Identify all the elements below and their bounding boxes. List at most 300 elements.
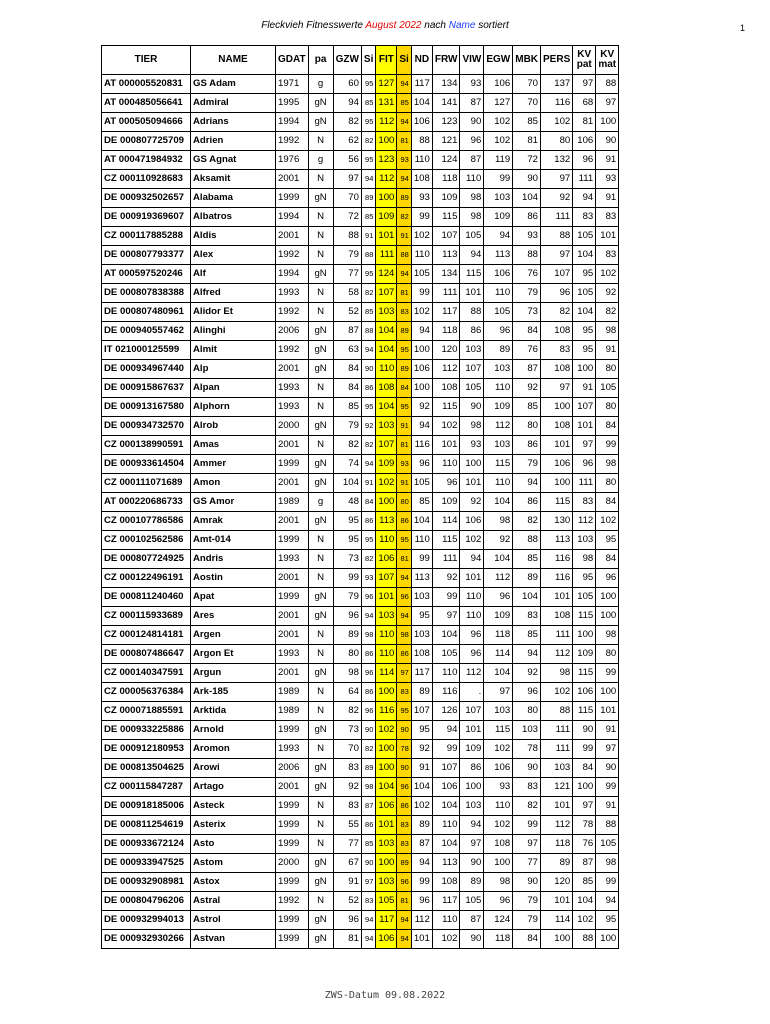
cell-si-fit: 82 bbox=[397, 208, 411, 227]
cell-kv-mat: 98 bbox=[596, 455, 619, 474]
cell-nd: 105 bbox=[411, 265, 432, 284]
cell-kv-pat: 96 bbox=[573, 455, 596, 474]
cell-kv-pat: 78 bbox=[573, 816, 596, 835]
cell-egw: 115 bbox=[484, 721, 513, 740]
cell-frw: 109 bbox=[432, 493, 460, 512]
table-header-row bbox=[102, 46, 619, 75]
cell-pa: N bbox=[308, 379, 333, 398]
cell-si-fit: 86 bbox=[397, 512, 411, 531]
cell-kv-pat: 95 bbox=[573, 265, 596, 284]
cell-mbk: 81 bbox=[513, 132, 541, 151]
cell-pers: 116 bbox=[541, 569, 573, 588]
cell-gzw: 64 bbox=[333, 683, 361, 702]
cell-frw: 110 bbox=[432, 664, 460, 683]
cell-name: Astral bbox=[191, 892, 276, 911]
cell-frw: 115 bbox=[432, 398, 460, 417]
table-row bbox=[102, 588, 619, 607]
cell-si: 95 bbox=[361, 398, 375, 417]
cell-frw: 111 bbox=[432, 550, 460, 569]
cell-pa: N bbox=[308, 550, 333, 569]
cell-gzw: 70 bbox=[333, 189, 361, 208]
cell-gdat: 2001 bbox=[276, 778, 309, 797]
cell-fit: 104 bbox=[376, 398, 397, 417]
cell-pa: N bbox=[308, 645, 333, 664]
cell-pers: 112 bbox=[541, 645, 573, 664]
cell-kv-mat: 102 bbox=[596, 512, 619, 531]
cell-tier: CZ 000071885591 bbox=[102, 702, 191, 721]
cell-kv-pat: 103 bbox=[573, 531, 596, 550]
cell-si: 96 bbox=[361, 702, 375, 721]
cell-viw: 98 bbox=[460, 417, 484, 436]
cell-gzw: 92 bbox=[333, 778, 361, 797]
cell-egw: 100 bbox=[484, 854, 513, 873]
cell-tier: DE 000933614504 bbox=[102, 455, 191, 474]
cell-pers: 137 bbox=[541, 75, 573, 94]
cell-si: 92 bbox=[361, 417, 375, 436]
cell-fit: 103 bbox=[376, 835, 397, 854]
table-row bbox=[102, 360, 619, 379]
cell-tier: AT 000471984932 bbox=[102, 151, 191, 170]
cell-pers: 116 bbox=[541, 94, 573, 113]
cell-frw: 121 bbox=[432, 132, 460, 151]
cell-kv-mat: 100 bbox=[596, 588, 619, 607]
cell-egw: 110 bbox=[484, 284, 513, 303]
cell-kv-pat: 107 bbox=[573, 398, 596, 417]
cell-nd: 99 bbox=[411, 284, 432, 303]
cell-mbk: 70 bbox=[513, 94, 541, 113]
cell-kv-pat: 115 bbox=[573, 664, 596, 683]
cell-tier: DE 000811240460 bbox=[102, 588, 191, 607]
cell-kv-mat: 105 bbox=[596, 835, 619, 854]
cell-gdat: 2000 bbox=[276, 854, 309, 873]
cell-fit: 108 bbox=[376, 379, 397, 398]
cell-fit: 104 bbox=[376, 778, 397, 797]
cell-si: 85 bbox=[361, 835, 375, 854]
table-row bbox=[102, 113, 619, 132]
cell-tier: CZ 000138990591 bbox=[102, 436, 191, 455]
cell-gdat: 1994 bbox=[276, 113, 309, 132]
cell-nd: 93 bbox=[411, 189, 432, 208]
cell-tier: AT 000597520246 bbox=[102, 265, 191, 284]
cell-si-fit: 81 bbox=[397, 284, 411, 303]
cell-si-fit: 95 bbox=[397, 398, 411, 417]
cell-egw: 106 bbox=[484, 759, 513, 778]
cell-kv-pat: 95 bbox=[573, 322, 596, 341]
cell-frw: 116 bbox=[432, 683, 460, 702]
cell-si: 88 bbox=[361, 246, 375, 265]
col-gzw: GZW bbox=[333, 46, 361, 75]
cell-mbk: 72 bbox=[513, 151, 541, 170]
cell-viw: 90 bbox=[460, 930, 484, 949]
cell-fit: 100 bbox=[376, 759, 397, 778]
cell-fit: 101 bbox=[376, 588, 397, 607]
cell-si-fit: 81 bbox=[397, 892, 411, 911]
cell-frw: 134 bbox=[432, 75, 460, 94]
cell-tier: CZ 000122496191 bbox=[102, 569, 191, 588]
cell-kv-mat: 88 bbox=[596, 75, 619, 94]
cell-gzw: 82 bbox=[333, 113, 361, 132]
cell-mbk: 97 bbox=[513, 835, 541, 854]
cell-viw: 93 bbox=[460, 436, 484, 455]
table-row bbox=[102, 892, 619, 911]
cell-gdat: 1993 bbox=[276, 398, 309, 417]
table-row bbox=[102, 816, 619, 835]
table-row bbox=[102, 227, 619, 246]
cell-gzw: 95 bbox=[333, 512, 361, 531]
cell-viw: . bbox=[460, 683, 484, 702]
cell-si: 90 bbox=[361, 854, 375, 873]
cell-frw: 107 bbox=[432, 759, 460, 778]
cell-kv-pat: 100 bbox=[573, 778, 596, 797]
cell-gdat: 1999 bbox=[276, 455, 309, 474]
cell-mbk: 79 bbox=[513, 911, 541, 930]
cell-pers: 108 bbox=[541, 607, 573, 626]
cell-name: GS Amor bbox=[191, 493, 276, 512]
cell-name: Alidor Et bbox=[191, 303, 276, 322]
cell-kv-pat: 83 bbox=[573, 208, 596, 227]
cell-si: 94 bbox=[361, 341, 375, 360]
cell-pa: gN bbox=[308, 474, 333, 493]
cell-frw: 94 bbox=[432, 721, 460, 740]
cell-tier: AT 000505094666 bbox=[102, 113, 191, 132]
cell-nd: 113 bbox=[411, 569, 432, 588]
cell-mbk: 86 bbox=[513, 493, 541, 512]
cell-gdat: 2000 bbox=[276, 417, 309, 436]
cell-gzw: 98 bbox=[333, 664, 361, 683]
col-kv-mat: KV mat bbox=[596, 46, 619, 75]
cell-fit: 109 bbox=[376, 455, 397, 474]
cell-mbk: 83 bbox=[513, 778, 541, 797]
cell-kv-mat: 84 bbox=[596, 417, 619, 436]
cell-fit: 106 bbox=[376, 930, 397, 949]
cell-tier: DE 000940557462 bbox=[102, 322, 191, 341]
cell-mbk: 77 bbox=[513, 854, 541, 873]
cell-kv-pat: 105 bbox=[573, 284, 596, 303]
cell-mbk: 88 bbox=[513, 246, 541, 265]
table-row bbox=[102, 151, 619, 170]
cell-tier: DE 000933225886 bbox=[102, 721, 191, 740]
cell-fit: 107 bbox=[376, 284, 397, 303]
cell-pers: 101 bbox=[541, 588, 573, 607]
cell-frw: 124 bbox=[432, 151, 460, 170]
cell-fit: 127 bbox=[376, 75, 397, 94]
cell-name: Amrak bbox=[191, 512, 276, 531]
cell-tier: DE 000807838388 bbox=[102, 284, 191, 303]
title-text: Fleckvieh Fitnesswerte bbox=[261, 20, 366, 31]
cell-frw: 117 bbox=[432, 892, 460, 911]
cell-tier: DE 000933947525 bbox=[102, 854, 191, 873]
cell-gdat: 2001 bbox=[276, 170, 309, 189]
table-row bbox=[102, 75, 619, 94]
cell-mbk: 90 bbox=[513, 759, 541, 778]
cell-viw: 97 bbox=[460, 835, 484, 854]
cell-frw: 120 bbox=[432, 341, 460, 360]
cell-name: Astrol bbox=[191, 911, 276, 930]
table-row bbox=[102, 303, 619, 322]
cell-si-fit: 85 bbox=[397, 94, 411, 113]
cell-egw: 106 bbox=[484, 265, 513, 284]
cell-tier: DE 000933672124 bbox=[102, 835, 191, 854]
cell-si: 95 bbox=[361, 531, 375, 550]
cell-fit: 100 bbox=[376, 493, 397, 512]
table-row bbox=[102, 455, 619, 474]
cell-pers: 116 bbox=[541, 550, 573, 569]
col-gdat: GDAT bbox=[276, 46, 309, 75]
cell-pers: 102 bbox=[541, 113, 573, 132]
cell-viw: 98 bbox=[460, 208, 484, 227]
cell-egw: 98 bbox=[484, 512, 513, 531]
cell-si: 97 bbox=[361, 873, 375, 892]
cell-fit: 102 bbox=[376, 721, 397, 740]
cell-name: Astvan bbox=[191, 930, 276, 949]
cell-kv-pat: 94 bbox=[573, 189, 596, 208]
cell-name: Aromon bbox=[191, 740, 276, 759]
cell-gdat: 1993 bbox=[276, 284, 309, 303]
cell-mbk: 76 bbox=[513, 265, 541, 284]
cell-mbk: 78 bbox=[513, 740, 541, 759]
cell-nd: 106 bbox=[411, 360, 432, 379]
table-row bbox=[102, 398, 619, 417]
cell-fit: 100 bbox=[376, 854, 397, 873]
cell-mbk: 80 bbox=[513, 417, 541, 436]
cell-egw: 108 bbox=[484, 835, 513, 854]
cell-viw: 86 bbox=[460, 322, 484, 341]
cell-name: Admiral bbox=[191, 94, 276, 113]
cell-gdat: 1999 bbox=[276, 531, 309, 550]
cell-si-fit: 90 bbox=[397, 721, 411, 740]
table-row bbox=[102, 835, 619, 854]
cell-pa: gN bbox=[308, 759, 333, 778]
cell-frw: 101 bbox=[432, 436, 460, 455]
cell-gzw: 77 bbox=[333, 835, 361, 854]
cell-nd: 85 bbox=[411, 493, 432, 512]
cell-tier: DE 000912180953 bbox=[102, 740, 191, 759]
cell-name: Argun bbox=[191, 664, 276, 683]
cell-frw: 99 bbox=[432, 588, 460, 607]
cell-gzw: 88 bbox=[333, 227, 361, 246]
table-row bbox=[102, 930, 619, 949]
cell-egw: 102 bbox=[484, 816, 513, 835]
cell-gzw: 83 bbox=[333, 797, 361, 816]
cell-viw: 101 bbox=[460, 569, 484, 588]
cell-kv-pat: 95 bbox=[573, 569, 596, 588]
cell-egw: 104 bbox=[484, 664, 513, 683]
cell-si: 94 bbox=[361, 911, 375, 930]
cell-pa: gN bbox=[308, 854, 333, 873]
cell-egw: 96 bbox=[484, 588, 513, 607]
cell-gdat: 1999 bbox=[276, 816, 309, 835]
cell-si-fit: 81 bbox=[397, 436, 411, 455]
cell-kv-pat: 83 bbox=[573, 493, 596, 512]
cell-frw: 99 bbox=[432, 740, 460, 759]
cell-si: 85 bbox=[361, 94, 375, 113]
cell-kv-pat: 102 bbox=[573, 911, 596, 930]
cell-si-fit: 94 bbox=[397, 911, 411, 930]
cell-name: Andris bbox=[191, 550, 276, 569]
cell-nd: 95 bbox=[411, 721, 432, 740]
cell-tier: DE 000934732570 bbox=[102, 417, 191, 436]
cell-pa: g bbox=[308, 493, 333, 512]
cell-nd: 92 bbox=[411, 398, 432, 417]
col-mbk: MBK bbox=[513, 46, 541, 75]
col-frw: FRW bbox=[432, 46, 460, 75]
cell-nd: 95 bbox=[411, 607, 432, 626]
cell-pa: gN bbox=[308, 873, 333, 892]
cell-nd: 88 bbox=[411, 132, 432, 151]
cell-mbk: 85 bbox=[513, 626, 541, 645]
cell-tier: CZ 000124814181 bbox=[102, 626, 191, 645]
cell-viw: 112 bbox=[460, 664, 484, 683]
cell-pers: 121 bbox=[541, 778, 573, 797]
col-tier: TIER bbox=[102, 46, 191, 75]
cell-egw: 96 bbox=[484, 892, 513, 911]
cell-name: Arowi bbox=[191, 759, 276, 778]
title-sort-key: Name bbox=[448, 20, 476, 31]
cell-tier: CZ 000115933689 bbox=[102, 607, 191, 626]
cell-gzw: 104 bbox=[333, 474, 361, 493]
cell-viw: 87 bbox=[460, 94, 484, 113]
cell-kv-pat: 91 bbox=[573, 379, 596, 398]
cell-si-fit: 80 bbox=[397, 493, 411, 512]
cell-gzw: 84 bbox=[333, 379, 361, 398]
cell-si: 89 bbox=[361, 189, 375, 208]
cell-viw: 105 bbox=[460, 227, 484, 246]
cell-name: Apat bbox=[191, 588, 276, 607]
cell-viw: 103 bbox=[460, 797, 484, 816]
cell-name: Ammer bbox=[191, 455, 276, 474]
cell-tier: DE 000807486647 bbox=[102, 645, 191, 664]
table-row bbox=[102, 170, 619, 189]
cell-pa: N bbox=[308, 398, 333, 417]
cell-mbk: 83 bbox=[513, 607, 541, 626]
cell-nd: 117 bbox=[411, 664, 432, 683]
cell-mbk: 104 bbox=[513, 588, 541, 607]
cell-pa: gN bbox=[308, 341, 333, 360]
cell-fit: 116 bbox=[376, 702, 397, 721]
cell-gzw: 48 bbox=[333, 493, 361, 512]
cell-tier: DE 000932908981 bbox=[102, 873, 191, 892]
cell-fit: 101 bbox=[376, 816, 397, 835]
cell-pa: N bbox=[308, 227, 333, 246]
cell-kv-mat: 84 bbox=[596, 493, 619, 512]
cell-gzw: 80 bbox=[333, 645, 361, 664]
cell-kv-mat: 80 bbox=[596, 474, 619, 493]
cell-name: Arktida bbox=[191, 702, 276, 721]
cell-pers: 112 bbox=[541, 816, 573, 835]
cell-gdat: 2001 bbox=[276, 227, 309, 246]
cell-nd: 105 bbox=[411, 474, 432, 493]
cell-kv-mat: 100 bbox=[596, 607, 619, 626]
cell-mbk: 84 bbox=[513, 930, 541, 949]
cell-pa: N bbox=[308, 170, 333, 189]
title-text-2: nach bbox=[421, 20, 449, 31]
cell-kv-mat: 80 bbox=[596, 645, 619, 664]
cell-egw: 103 bbox=[484, 436, 513, 455]
cell-kv-pat: 97 bbox=[573, 797, 596, 816]
cell-egw: 99 bbox=[484, 170, 513, 189]
cell-viw: 96 bbox=[460, 645, 484, 664]
cell-viw: 90 bbox=[460, 113, 484, 132]
cell-si-fit: 88 bbox=[397, 246, 411, 265]
cell-kv-mat: 96 bbox=[596, 569, 619, 588]
title-text-3: sortiert bbox=[475, 20, 509, 31]
table-row bbox=[102, 322, 619, 341]
cell-mbk: 79 bbox=[513, 892, 541, 911]
cell-tier: DE 000932930266 bbox=[102, 930, 191, 949]
table-row bbox=[102, 759, 619, 778]
cell-tier: DE 000932502657 bbox=[102, 189, 191, 208]
cell-gdat: 1992 bbox=[276, 246, 309, 265]
cell-gdat: 2006 bbox=[276, 322, 309, 341]
cell-mbk: 85 bbox=[513, 398, 541, 417]
cell-gzw: 56 bbox=[333, 151, 361, 170]
cell-tier: DE 000915867637 bbox=[102, 379, 191, 398]
cell-egw: 97 bbox=[484, 683, 513, 702]
cell-pa: N bbox=[308, 797, 333, 816]
cell-frw: 117 bbox=[432, 303, 460, 322]
cell-si: 87 bbox=[361, 797, 375, 816]
cell-mbk: 80 bbox=[513, 702, 541, 721]
cell-gdat: 1993 bbox=[276, 740, 309, 759]
cell-gzw: 63 bbox=[333, 341, 361, 360]
cell-si: 95 bbox=[361, 265, 375, 284]
cell-gdat: 1995 bbox=[276, 94, 309, 113]
cell-kv-pat: 105 bbox=[573, 588, 596, 607]
cell-pers: 92 bbox=[541, 189, 573, 208]
cell-pers: 88 bbox=[541, 227, 573, 246]
cell-mbk: 99 bbox=[513, 816, 541, 835]
cell-gzw: 72 bbox=[333, 208, 361, 227]
cell-pa: N bbox=[308, 569, 333, 588]
cell-name: Albatros bbox=[191, 208, 276, 227]
cell-pers: 82 bbox=[541, 303, 573, 322]
cell-si: 90 bbox=[361, 360, 375, 379]
table-row bbox=[102, 664, 619, 683]
cell-viw: 100 bbox=[460, 778, 484, 797]
cell-kv-mat: 83 bbox=[596, 208, 619, 227]
cell-viw: 94 bbox=[460, 816, 484, 835]
cell-kv-pat: 111 bbox=[573, 474, 596, 493]
cell-pers: 113 bbox=[541, 531, 573, 550]
cell-nd: 99 bbox=[411, 208, 432, 227]
cell-gzw: 96 bbox=[333, 607, 361, 626]
cell-gdat: 1989 bbox=[276, 493, 309, 512]
col-fit: FIT bbox=[376, 46, 397, 75]
cell-si-fit: 93 bbox=[397, 455, 411, 474]
cell-gzw: 84 bbox=[333, 360, 361, 379]
cell-egw: 112 bbox=[484, 417, 513, 436]
cell-frw: 110 bbox=[432, 816, 460, 835]
cell-mbk: 73 bbox=[513, 303, 541, 322]
table-row bbox=[102, 550, 619, 569]
cell-kv-mat: 102 bbox=[596, 265, 619, 284]
cell-kv-pat: 85 bbox=[573, 873, 596, 892]
cell-frw: 102 bbox=[432, 417, 460, 436]
col-pers: PERS bbox=[541, 46, 573, 75]
cell-gzw: 85 bbox=[333, 398, 361, 417]
cell-pers: 111 bbox=[541, 740, 573, 759]
cell-tier: DE 000804796206 bbox=[102, 892, 191, 911]
cell-gzw: 83 bbox=[333, 759, 361, 778]
cell-nd: 87 bbox=[411, 835, 432, 854]
cell-name: Adrians bbox=[191, 113, 276, 132]
cell-name: Aksamit bbox=[191, 170, 276, 189]
cell-pers: 111 bbox=[541, 626, 573, 645]
cell-si-fit: 89 bbox=[397, 189, 411, 208]
cell-kv-pat: 100 bbox=[573, 360, 596, 379]
cell-si: 96 bbox=[361, 664, 375, 683]
cell-mbk: 94 bbox=[513, 645, 541, 664]
